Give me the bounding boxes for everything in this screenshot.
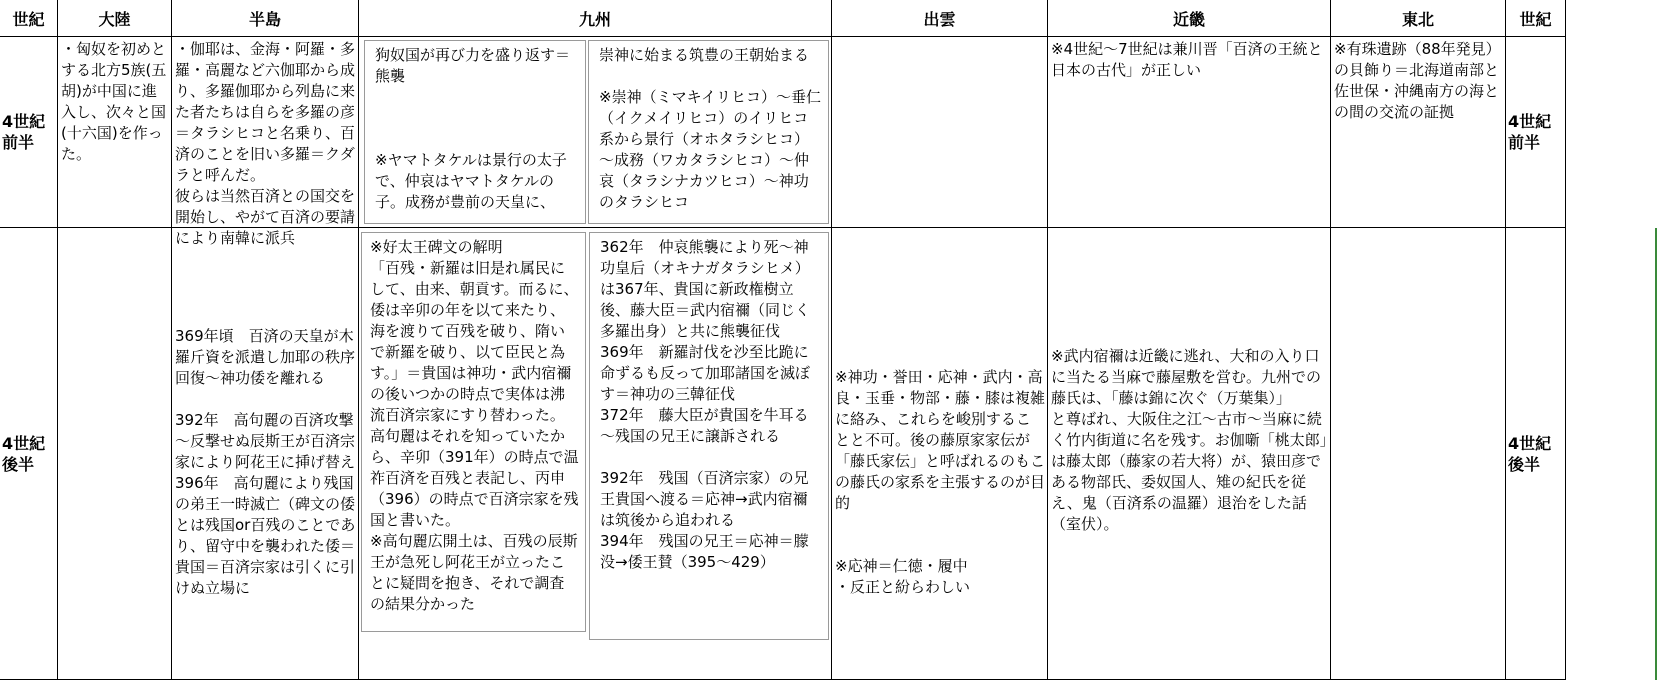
header-peninsula: 半島 xyxy=(172,0,359,37)
header-izumo: 出雲 xyxy=(832,0,1048,37)
header-continent: 大陸 xyxy=(58,0,172,37)
header-century-right: 世紀 xyxy=(1506,0,1566,37)
header-century-left: 世紀 xyxy=(0,0,58,37)
cell-tohoku xyxy=(1331,228,1506,680)
cell-kinki: ※武内宿禰は近畿に逃れ、大和の入り口に当たる当麻で藤屋敷を営む。九州での藤氏は、「藤は錦に次ぐ（万葉集）」 と尊ばれ、大阪住之江～古市～当麻に続く竹内街道に名を残す。お伽噺「桃太郎」は藤太郎（藤家の若大将）が、猿田彦である物部氏、委奴国人、雉の紀氏を従え、鬼（百済系の温羅）退治をした話（室伏）。 xyxy=(1048,228,1331,680)
header-tohoku: 東北 xyxy=(1331,0,1506,37)
cell-izumo: ※神功・誉田・応神・武内・高良・玉垂・物部・藤・膝は複雑に絡み、これらを峻別することと不可。後の藤原家家伝が「藤氏家伝」と呼ばれるのもこの藤氏の家系を主張するのが目的 ※応神＝仁徳・履中 ・反正と紛らわしい xyxy=(832,228,1048,680)
cell-izumo xyxy=(832,37,1048,228)
era-label-right: 4世紀 前半 xyxy=(1506,37,1566,228)
cell-peninsula: 369年頃 百済の天皇が木羅斤資を派遣し加耶の秩序回復～神功倭を離れる 392年 高句麗の百済攻撃～反撃せぬ辰斯王が百済宗家により阿花王に挿げ替え 396年 高句麗により残国の弟王一時滅亡（碑文の倭とは残国or百残のことであり、留守中を襲われた倭＝貴国＝百済宗家は引くに引けぬ立場に xyxy=(172,228,359,680)
header-kinki: 近畿 xyxy=(1048,0,1331,37)
cell-kyushu xyxy=(359,37,832,228)
cell-tohoku: ※有珠遺跡（88年発見）の貝飾り＝北海道南部と佐世保・沖縄南方の海との間の交流の証拠 xyxy=(1331,37,1506,228)
header-kyushu: 九州 xyxy=(359,0,832,37)
era-label-left: 4世紀 後半 xyxy=(0,228,58,680)
era-label-left: 4世紀 前半 xyxy=(0,37,58,228)
kyushu-textbox-left: 狗奴国が再び力を盛り返す＝熊襲 ※ヤマトタケルは景行の太子で、仲哀はヤマトタケルの子。成務が豊前の天皇に、 xyxy=(364,40,586,224)
cell-peninsula: ・伽耶は、金海・阿羅・多羅・高麗など六伽耶から成り、多羅伽耶から列島に来た者たちは自らを多羅の彦＝タラシヒコと名乗り、百済のことを旧い多羅＝クダラと呼んだ。 彼らは当然百済との国交を開始し、やがて百済の要請により南韓に派兵 xyxy=(172,37,359,228)
cell-kinki: ※4世紀～7世紀は兼川晋「百済の王統と日本の古代」が正しい xyxy=(1048,37,1331,228)
kyushu-textbox-right: 崇神に始まる筑豊の王朝始まる ※崇神（ミマキイリヒコ）～垂仁（イクメイリヒコ）のイリヒコ系から景行（オホタラシヒコ）～成務（ワカタラシヒコ）～仲哀（タラシナカツヒコ）～神功のタラシヒコ xyxy=(588,40,829,224)
cell-continent xyxy=(58,228,172,680)
cell-kyushu xyxy=(359,228,832,680)
kyushu-textbox-right: 362年 仲哀熊襲により死～神功皇后（オキナガタラシヒメ）は367年、貴国に新政権樹立後、藤大臣＝武内宿禰（同じく多羅出身）と共に熊襲征伐 369年 新羅討伐を沙至比跪に命ずるも反って加耶諸国を滅ぼす＝神功の三韓征伐 372年 藤大臣が貴国を牛耳る～残国の兄王に譲訴される 392年 残国（百済宗家）の兄王貴国へ渡る＝応神→武内宿禰は筑後から追われる 394年 残国の兄王＝応神＝朦没→倭王賛（395～429） xyxy=(589,232,829,640)
era-label-right: 4世紀 後半 xyxy=(1506,228,1566,680)
cell-continent: ・匈奴を初めとする北方5族(五胡)が中国に進入し、次々と国(十六国)を作った。 xyxy=(58,37,172,228)
kyushu-textbox-left: ※好太王碑文の解明 「百残・新羅は旧是れ属民にして、由来、朝貢す。而るに、倭は辛卯の年を以て来たり、海を渡りて百残を破り、隋いで新羅を破り、以て臣民と為す。」＝貴国は神功・武内宿禰の後いつかの時点で実体は沸流百済宗家にすり替わった。高句麗はそれを知っていたから、辛卯（391年）の時点で温祚百済を百残と表記し、丙申（396）の時点で百済宗家を残国と書いた。 ※高句麗広開土は、百残の辰斯王が急死し阿花王が立ったことに疑問を抱き、それで調査の結果分かった xyxy=(361,232,586,632)
